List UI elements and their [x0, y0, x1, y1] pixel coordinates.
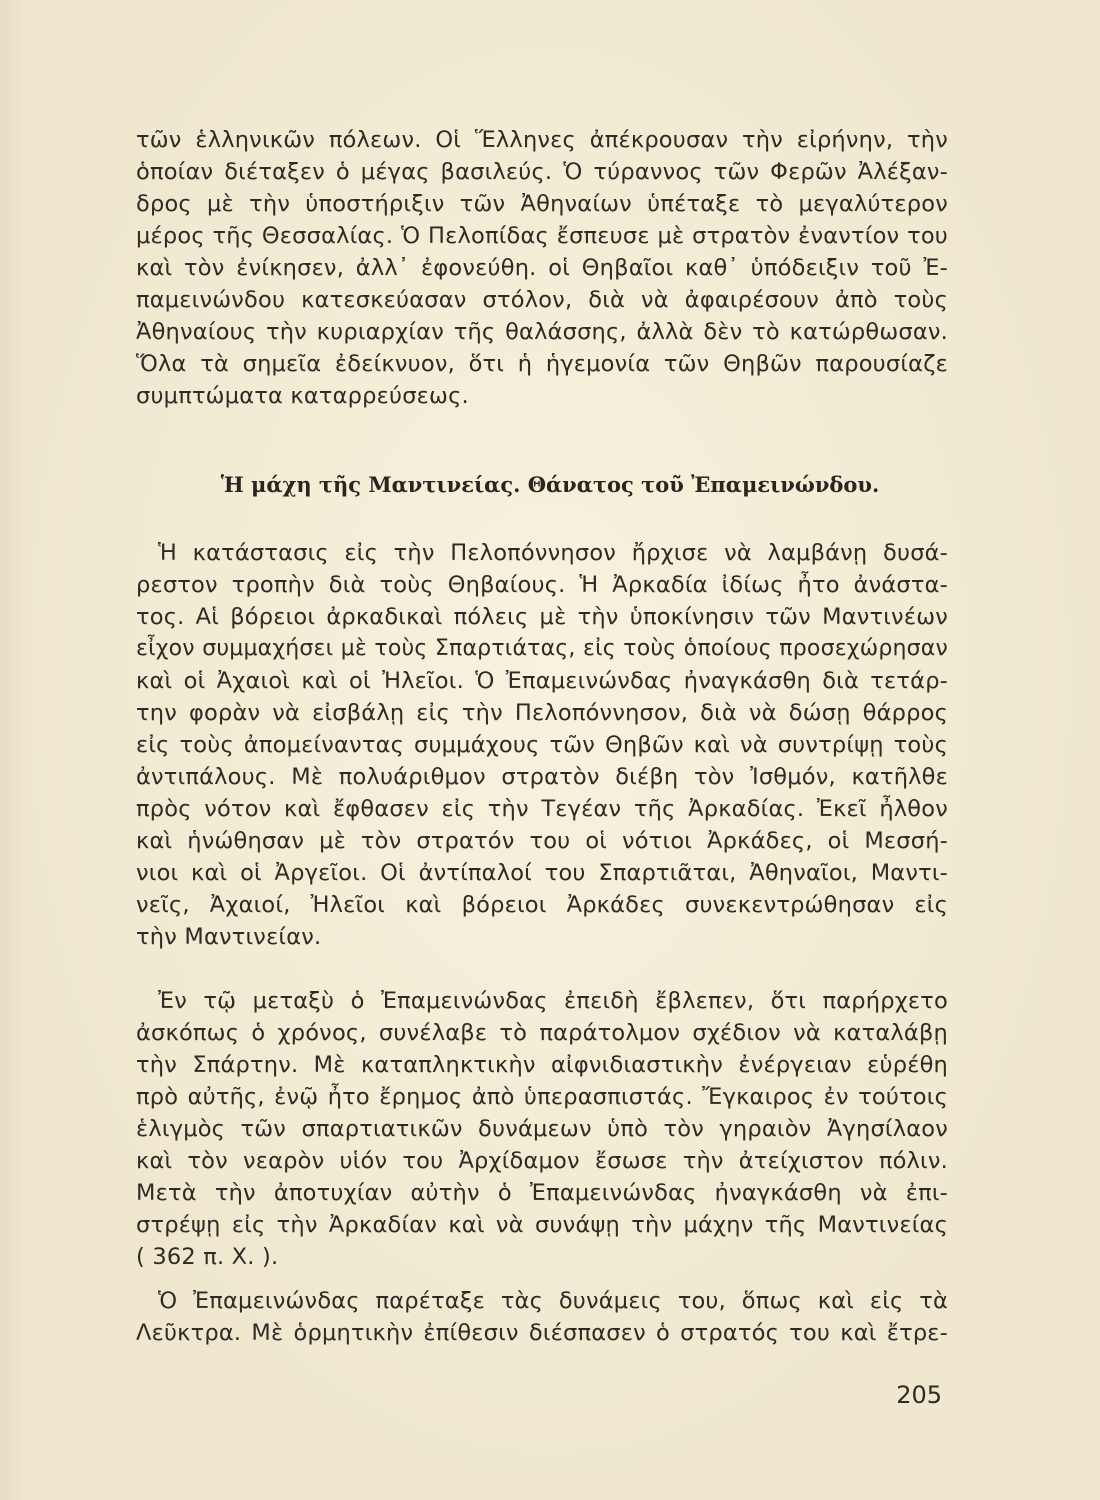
text-line: την φορὰν νὰ εἰσβάλῃ εἰς τὴν Πελοπόννησον, διὰ νὰ δώσῃ θάρρος [136, 700, 948, 726]
text-line: τῶν ἑλληνικῶν πόλεων. Οἱ Ἕλληνες ἀπέκρουσαν τὴν εἰρήνην, τὴν [136, 127, 948, 153]
text-line: μέρος τῆς Θεσσαλίας. Ὁ Πελοπίδας ἔσπευσε μὲ στρατὸν ἐναντίον του [136, 223, 948, 249]
text-line: ( 362 π. Χ. ). [136, 1244, 279, 1270]
text-line: ἑλιγμὸς τῶν σπαρτιατικῶν δυνάμεων ὑπὸ τὸν γηραιὸν Ἀγησίλαον [136, 1116, 948, 1142]
text-line: τὴν Σπάρτην. Μὲ καταπληκτικὴν αἰφνιδιαστικὴν ἐνέργειαν εὑρέθη [136, 1052, 948, 1078]
text-line: ὁποίαν διέταξεν ὁ μέγας βασιλεύς. Ὁ τύραννος τῶν Φερῶν Ἀλέξαν- [136, 159, 948, 185]
text-line: τὴν Μαντινείαν. [136, 924, 322, 950]
text-line: Λεῦκτρα. Μὲ ὁρμητικὴν ἐπίθεσιν διέσπασεν ὁ στρατός του καὶ ἔτρε- [136, 1320, 948, 1346]
text-line: Ὁ Ἐπαμεινώνδας παρέταξε τὰς δυνάμεις του, ὅπως καὶ εἰς τὰ [158, 1288, 948, 1314]
text-line: εἰς τοὺς ἀπομείναντας συμμάχους τῶν Θηβῶν καὶ νὰ συντρίψῃ τοὺς [136, 732, 948, 758]
text-line: δρος μὲ τὴν ὑποστήριξιν τῶν Ἀθηναίων ὑπέταξε τὸ μεγαλύτερον [136, 191, 948, 217]
text-line: Ἀθηναίους τὴν κυριαρχίαν τῆς θαλάσσης, ἀλλὰ δὲν τὸ κατώρθωσαν. [136, 319, 948, 345]
text-line: πρὸ αὐτῆς, ἐνῷ ἦτο ἔρημος ἀπὸ ὑπερασπιστάς. Ἔγκαιρος ἐν τούτοις [136, 1084, 948, 1110]
text-line: ρεστον τροπὴν διὰ τοὺς Θηβαίους. Ἡ Ἀρκαδία ἰδίως ἦτο ἀνάστα- [136, 572, 948, 598]
text-line: πρὸς νότον καὶ ἔφθασεν εἰς τὴν Τεγέαν τῆς Ἀρκαδίας. Ἐκεῖ ἦλθον [136, 796, 948, 822]
paragraph-4 [136, 1285, 948, 1349]
text-line: νιοι καὶ οἱ Ἀργεῖοι. Οἱ ἀντίπαλοί του Σπαρτιᾶται, Ἀθηναῖοι, Μαντι- [136, 860, 948, 886]
text-line: Ὅλα τὰ σημεῖα ἐδείκνυον, ὅτι ἡ ἡγεμονία τῶν Θηβῶν παρουσίαζε [136, 351, 948, 377]
page-number: 205 [896, 1381, 942, 1409]
text-line: συμπτώματα καταρρεύσεως. [136, 383, 469, 409]
text-line: καὶ ἡνώθησαν μὲ τὸν στρατόν του οἱ νότιοι Ἀρκάδες, οἱ Μεσσή- [136, 828, 948, 854]
text-line: στρέψῃ εἰς τὴν Ἀρκαδίαν καὶ νὰ συνάψῃ τὴν μάχην τῆς Μαντινείας [136, 1212, 948, 1238]
text-line: ἀντιπάλους. Μὲ πολυάριθμον στρατὸν διέβη τὸν Ἰσθμόν, κατῆλθε [136, 764, 948, 790]
paragraph-1 [136, 124, 948, 412]
text-line: καὶ τὸν νεαρὸν υἱόν του Ἀρχίδαμον ἔσωσε τὴν ἀτείχιστον πόλιν. [136, 1148, 948, 1174]
text-line: Ἐν τῷ μεταξὺ ὁ Ἐπαμεινώνδας ἐπειδὴ ἔβλεπεν, ὅτι παρήρχετο [158, 988, 948, 1014]
paragraph-3 [136, 985, 948, 1273]
text-line: τος. Αἱ βόρειοι ἀρκαδικαὶ πόλεις μὲ τὴν ὑποκίνησιν τῶν Μαντινέων [136, 604, 948, 630]
text-line: καὶ τὸν ἐνίκησεν, ἀλλ᾿ ἐφονεύθη. οἱ Θηβαῖοι καθ᾿ ὑπόδειξιν τοῦ Ἐ- [136, 255, 948, 281]
text-line: Ἡ κατάστασις εἰς τὴν Πελοπόννησον ἤρχισε νὰ λαμβάνῃ δυσά- [158, 540, 948, 566]
text-line: παμεινώνδου κατεσκεύασαν στόλον, διὰ νὰ ἀφαιρέσουν ἀπὸ τοὺς [136, 287, 948, 313]
paragraph-2 [136, 537, 948, 953]
text-line: νεῖς, Ἀχαιοί, Ἠλεῖοι καὶ βόρειοι Ἀρκάδες συνεκεντρώθησαν εἰς [136, 892, 948, 918]
text-line: Μετὰ τὴν ἀποτυχίαν αὐτὴν ὁ Ἐπαμεινώνδας ἠναγκάσθη νὰ ἐπι- [136, 1180, 948, 1206]
section-heading: Ἡ μάχη τῆς Μαντινείας. Θάνατος τοῦ Ἐπαμεινώνδου. [220, 472, 880, 497]
text-line: καὶ οἱ Ἀχαιοὶ καὶ οἱ Ἠλεῖοι. Ὁ Ἐπαμεινώνδας ἠναγκάσθη διὰ τετάρ- [136, 668, 948, 694]
text-line: εἶχον συμμαχήσει μὲ τοὺς Σπαρτιάτας, εἰς τοὺς ὁποίους προσεχώρησαν [136, 636, 948, 661]
text-line: ἀσκόπως ὁ χρόνος, συνέλαβε τὸ παράτολμον σχέδιον νὰ καταλάβῃ [136, 1020, 948, 1046]
